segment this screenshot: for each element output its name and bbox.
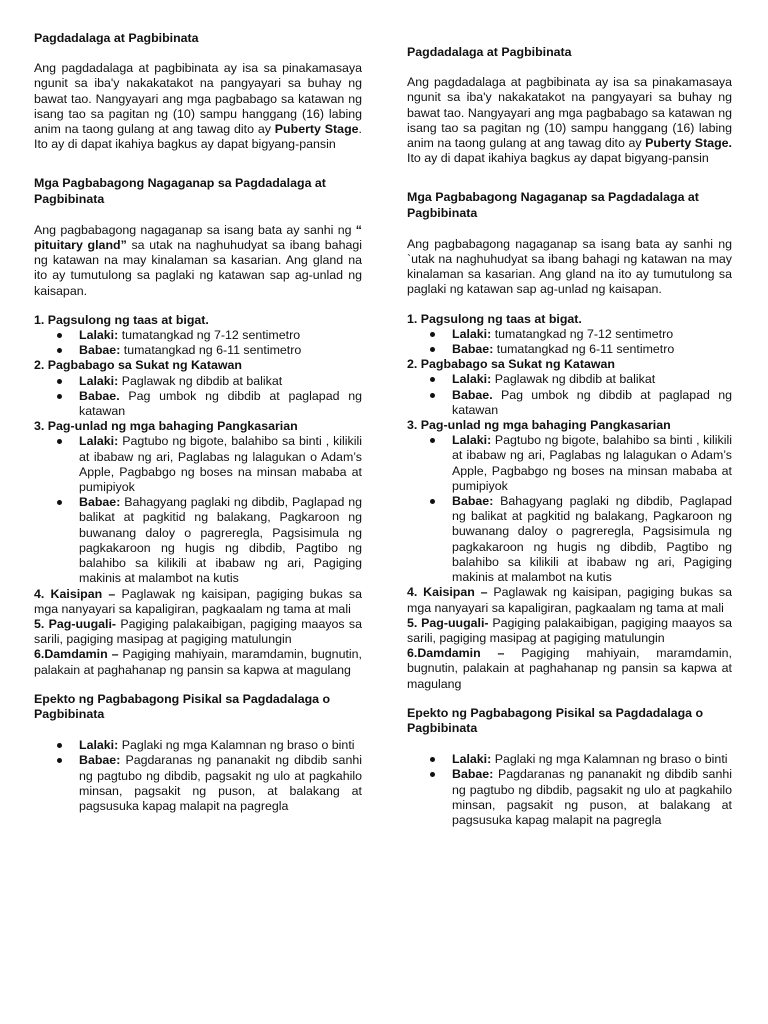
item-text: Pag umbok ng dibdib at paglapad ng katawan	[452, 387, 732, 417]
item-label: Babae.	[79, 388, 120, 403]
list-item	[452, 342, 732, 357]
section-heading-changes: Mga Pagbabagong Nagaganap sa Pagdadalaga at Pagbibinata	[34, 176, 326, 206]
item-text: tumatangkad ng 7-12 sentimetro	[118, 328, 301, 343]
item-label: Babae:	[79, 343, 121, 358]
numbered-item-4	[34, 587, 362, 617]
intro-text-b: . Ito ay di dapat ikahiya bagkus ay dapat bigyang-pansin	[34, 122, 362, 152]
list-item	[79, 495, 362, 586]
section-heading-effects: Epekto ng Pagbabagong Pisikal sa Pagdadalaga o Pagbibinata	[407, 705, 704, 735]
item-4-label: 4. Kaisipan –	[34, 586, 116, 601]
numbered-item-5	[34, 617, 362, 647]
right-column	[407, 45, 732, 828]
intro-text-a: Ang pagdadalaga at pagbibinata ay isa sa pinakamasaya ngunit sa iba'y nakakatakot na pangyayari sa buhay ng bawat tao. Nangyayari ang mga pagbabago sa katawan ng isang tao sa pagitan ng (10) sampu hanggang (16) labing anim na taong gulang at ang tawag dito ay	[34, 61, 362, 137]
item-text: Paglawak ng dibdib at balikat	[491, 372, 656, 387]
numbered-heading-3: 3. Pag-unlad ng mga bahaging Pangkasarian	[34, 419, 298, 434]
bullet-list-2	[34, 374, 362, 420]
list-item	[452, 388, 732, 418]
numbered-heading-1: 1. Pagsulong ng taas at bigat.	[407, 311, 582, 326]
list-item	[452, 327, 732, 342]
item-label: Lalaki:	[452, 372, 492, 387]
intro-text-a: Ang pagdadalaga at pagbibinata ay isa sa pinakamasaya ngunit sa iba'y nakakatakot na pangyayari sa buhay ng bawat tao. Nangyayari ang mga pagbabago sa katawan ng isang tao sa pagitan ng (10) sampu hanggang (16) labing anim na taong gulang at ang tawag dito ay	[407, 75, 732, 151]
para2-text-a: Ang pagbabagong nagaganap sa isang bata ay sanhi ng `utak na naghuhudyat sa ibang bahagi ng katawan na may kinalaman sa kasarian. Ang gland na ito ay tumutulong sa paglaki ng katawan sap ag-unlad ng kaisapan.	[407, 236, 732, 297]
bullet-list-effects	[34, 738, 362, 814]
pituitary-paragraph	[407, 237, 732, 298]
section-heading-changes: Mga Pagbabagong Nagaganap sa Pagdadalaga at Pagbibinata	[407, 190, 699, 220]
item-text: Pagdaranas ng pananakit ng dibdib sanhi ng pagtubo ng dibdib, pagsakit ng ulo at pagkahilo minsan, pagsakit ng puson, at balakang at pagsusuka kapag malapit na pagregla	[79, 753, 362, 813]
bullet-list-2	[407, 372, 732, 418]
numbered-heading-1: 1. Pagsulong ng taas at bigat.	[34, 312, 209, 327]
item-text: Paglawak ng dibdib at balikat	[118, 373, 283, 388]
item-text: Pagtubo ng bigote, balahibo sa binti , kilikili at ibabaw ng ari, Paglabas ng lalagukan o Adam’s Apple, Pagbabgo ng boses na minsan mababa at pumipiyok	[79, 434, 362, 495]
item-4-text: Paglawak ng kaisipan, pagiging bukas sa mga nanyayari sa kapaligiran, pagkaalam ng tama at mali	[34, 586, 362, 616]
pituitary-paragraph	[34, 223, 362, 299]
item-label: Lalaki:	[79, 373, 119, 388]
list-item	[79, 374, 362, 389]
list-item	[452, 372, 732, 387]
item-text: Pagtubo ng bigote, balahibo sa binti , kilikili at ibabaw ng ari, Paglabas ng lalagukan o Adam’s Apple, Pagbabgo ng boses na minsan mababa at pumipiyok	[452, 433, 732, 493]
item-5-label: 5. Pag-uugali-	[34, 616, 117, 631]
list-item	[79, 738, 362, 753]
item-4-label: 4. Kaisipan –	[407, 585, 488, 600]
item-5-text: Pagiging palakaibigan, pagiging maayos sa sarili, pagiging masipag at pagiging matulungin	[34, 616, 362, 647]
item-text: Pag umbok ng dibdib at paglapad ng katawan	[79, 388, 362, 419]
item-label: Babae:	[79, 753, 121, 768]
numbered-item-6	[407, 646, 732, 692]
item-5-text: Pagiging palakaibigan, pagiging maayos sa sarili, pagiging masipag at pagiging matulungin	[407, 615, 732, 645]
intro-bold-term: Puberty Stage	[274, 122, 359, 137]
item-label: Lalaki:	[452, 752, 492, 767]
item-label: Babae.	[452, 387, 493, 402]
para2-text-a: Ang pagbabagong nagaganap sa isang bata ay sanhi ng	[34, 222, 356, 237]
list-item	[452, 767, 732, 828]
numbered-item-4	[407, 585, 732, 615]
item-text: tumatangkad ng 6-11 sentimetro	[493, 342, 675, 357]
item-4-text: Paglawak ng kaisipan, pagiging bukas sa mga nanyayari sa kapaligiran, pagkaalam ng tama at mali	[407, 585, 732, 615]
numbered-heading-2: 2. Pagbabago sa Sukat ng Katawan	[407, 357, 615, 372]
bullet-list-1	[34, 328, 362, 358]
para2-text-b: sa utak na naghuhudyat sa ibang bahagi ng katawan na may kinalaman sa kasarian. Ang gland na ito ay tumutulong sa paglaki ng katawan sap ag-unlad ng kaisapan.	[34, 238, 362, 298]
numbered-heading-3: 3. Pag-unlad ng mga bahaging Pangkasarian	[407, 418, 671, 433]
para2-bold-term: “ pituitary gland”	[34, 222, 362, 253]
left-column	[34, 31, 362, 814]
list-item	[79, 343, 362, 358]
item-text: Paglaki ng mga Kalamnan ng braso o binti	[491, 752, 728, 767]
item-label: Lalaki:	[79, 328, 119, 343]
item-label: Babae:	[452, 494, 494, 509]
numbered-heading-2: 2. Pagbabago sa Sukat ng Katawan	[34, 358, 242, 373]
item-label: Babae:	[79, 495, 121, 510]
item-label: Babae:	[452, 767, 494, 782]
page-title: Pagdadalaga at Pagbibinata	[407, 45, 572, 59]
bullet-list-3	[34, 434, 362, 586]
item-text: Paglaki ng mga Kalamnan ng braso o binti	[118, 738, 355, 753]
list-item	[452, 752, 732, 767]
item-text: Bahagyang paglaki ng dibdib, Paglapad ng balikat at pagkitid ng balakang, Pagkaroon ng buwanang daloy o pagreregla, Pagsisimula ng pagkakaroon ng hugis ng dibdib, Pagtibo ng balahibo sa kilikili at ibabaw ng ari, Pagiging makinis at malambot na kutis	[79, 495, 362, 586]
section-heading-effects: Epekto ng Pagbabagong Pisikal sa Pagdadalaga o Pagbibinata	[34, 691, 331, 721]
list-item	[79, 328, 362, 343]
item-text: Pagdaranas ng pananakit ng dibdib sanhi ng pagtubo ng dibdib, pagsakit ng ulo at pagkahilo minsan, pagsakit ng puson, at balakang at pagsusuka kapag malapit na pagregla	[452, 767, 732, 827]
list-item	[79, 753, 362, 814]
list-item	[452, 494, 732, 585]
list-item	[452, 433, 732, 494]
bullet-list-1	[407, 327, 732, 357]
item-6-label: 6.Damdamin –	[407, 646, 505, 661]
item-label: Lalaki:	[452, 326, 492, 341]
item-text: Bahagyang paglaki ng dibdib, Paglapad ng balikat at pagkitid ng balakang, Pagkaroon ng buwanang daloy o pagreregla, Pagsisimula ng pagkakaroon ng hugis ng dibdib, Pagtibo ng balahibo sa kilikili at ibabaw ng ari, Pagiging makinis at malambot na kutis	[452, 494, 732, 585]
bullet-list-3	[407, 433, 732, 585]
item-label: Babae:	[452, 342, 494, 357]
numbered-item-6	[34, 647, 362, 677]
item-label: Lalaki:	[79, 434, 119, 449]
list-item	[79, 389, 362, 419]
item-6-text: Pagiging mahiyain, maramdamin, bugnutin, palakain at paghahanap ng pansin sa kapwa at magulang	[407, 646, 733, 691]
item-5-label: 5. Pag-uugali-	[407, 615, 489, 630]
item-text: tumatangkad ng 7-12 sentimetro	[491, 326, 674, 341]
intro-paragraph	[407, 75, 732, 166]
item-6-label: 6.Damdamin –	[34, 647, 119, 662]
bullet-list-effects	[407, 752, 732, 828]
numbered-item-5	[407, 616, 732, 646]
intro-paragraph	[34, 61, 362, 152]
list-item	[79, 434, 362, 495]
item-label: Lalaki:	[452, 433, 492, 448]
intro-bold-term: Puberty Stage.	[645, 136, 732, 151]
page-title: Pagdadalaga at Pagbibinata	[34, 31, 199, 45]
item-label: Lalaki:	[79, 738, 119, 753]
item-text: tumatangkad ng 6-11 sentimetro	[120, 343, 302, 358]
intro-text-b: Ito ay di dapat ikahiya bagkus ay dapat bigyang-pansin	[407, 151, 709, 166]
item-6-text: Pagiging mahiyain, maramdamin, bugnutin, palakain at paghahanap ng pansin sa kapwa at magulang	[34, 647, 362, 677]
